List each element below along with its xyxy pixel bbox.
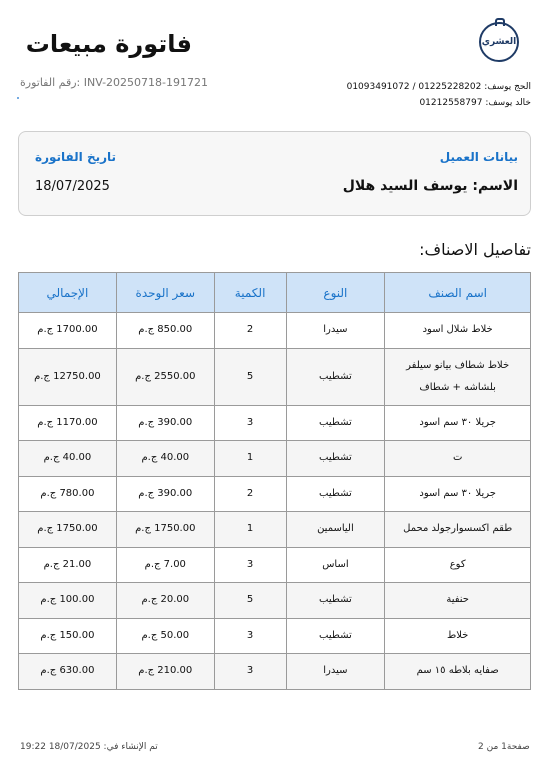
cell-unit-price: 7.00 ج.م — [116, 547, 214, 583]
table-row — [19, 547, 531, 583]
cell-type: اساس — [286, 547, 385, 583]
contact-line-1: الحج يوسف: 01225228202 / 01093491072 — [346, 82, 531, 92]
table-row — [19, 441, 531, 477]
invoice-date-heading: تاريخ الفاتورة — [35, 150, 117, 164]
cell-total: 40.00 ج.م — [19, 441, 117, 477]
cell-qty: 5 — [214, 583, 286, 619]
cell-total: 780.00 ج.م — [19, 476, 117, 512]
invoice-date-value: 18/07/2025 — [35, 179, 110, 194]
column-header-unit-price: سعر الوحدة — [116, 273, 214, 313]
cell-name: حنفية — [385, 583, 531, 619]
cell-name: خلاط — [385, 618, 531, 654]
faucet-icon — [495, 18, 505, 26]
cell-type: تشطيب — [286, 348, 385, 405]
cell-total: 150.00 ج.م — [19, 618, 117, 654]
table-row — [19, 348, 531, 405]
cell-total: 1750.00 ج.م — [19, 512, 117, 548]
items-section-title: تفاصيل الاصناف: — [419, 240, 531, 259]
cell-name: جريلا ٣٠ سم اسود — [385, 476, 531, 512]
cell-name: ت — [385, 441, 531, 477]
cell-unit-price: 850.00 ج.م — [116, 313, 214, 349]
cell-qty: 2 — [214, 476, 286, 512]
cell-total: 1700.00 ج.م — [19, 313, 117, 349]
table-row — [19, 583, 531, 619]
cell-name: خلاط شلال اسود — [385, 313, 531, 349]
decorative-dot — [17, 97, 19, 99]
customer-heading: بيانات العميل — [439, 150, 518, 164]
cell-qty: 3 — [214, 547, 286, 583]
customer-name: الاسم: يوسف السيد هلال — [342, 178, 518, 194]
cell-unit-price: 390.00 ج.م — [116, 405, 214, 441]
cell-type: سيدرا — [286, 654, 385, 690]
cell-type: تشطيب — [286, 441, 385, 477]
cell-qty: 1 — [214, 512, 286, 548]
column-header-type: النوع — [286, 273, 385, 313]
cell-name: جريلا ٣٠ سم اسود — [385, 405, 531, 441]
invoice-info-box — [18, 131, 531, 216]
table-row — [19, 476, 531, 512]
table-row — [19, 654, 531, 690]
items-table — [18, 272, 531, 690]
cell-name: خلاط شطاف بيانو سيلفر بلشاشه + شطاف — [385, 348, 531, 405]
cell-qty: 1 — [214, 441, 286, 477]
cell-type: سيدرا — [286, 313, 385, 349]
cell-type: تشطيب — [286, 583, 385, 619]
cell-total: 21.00 ج.م — [19, 547, 117, 583]
cell-qty: 2 — [214, 313, 286, 349]
table-row — [19, 618, 531, 654]
cell-qty: 3 — [214, 618, 286, 654]
cell-qty: 3 — [214, 654, 286, 690]
column-header-name: اسم الصنف — [385, 273, 531, 313]
cell-total: 630.00 ج.م — [19, 654, 117, 690]
cell-qty: 5 — [214, 348, 286, 405]
cell-type: تشطيب — [286, 476, 385, 512]
cell-unit-price: 390.00 ج.م — [116, 476, 214, 512]
table-row — [19, 512, 531, 548]
cell-total: 12750.00 ج.م — [19, 348, 117, 405]
column-header-qty: الكمية — [214, 273, 286, 313]
table-header-row — [19, 273, 531, 313]
cell-unit-price: 1750.00 ج.م — [116, 512, 214, 548]
cell-name: كوع — [385, 547, 531, 583]
cell-qty: 3 — [214, 405, 286, 441]
column-header-total: الإجمالي — [19, 273, 117, 313]
cell-type: تشطيب — [286, 405, 385, 441]
cell-type: الياسمين — [286, 512, 385, 548]
cell-name: صفايه بلاطه ١٥ سم — [385, 654, 531, 690]
cell-type: تشطيب — [286, 618, 385, 654]
table-row — [19, 313, 531, 349]
cell-unit-price: 2550.00 ج.م — [116, 348, 214, 405]
invoice-number: رقم الفاتورة: INV-20250718-191721 — [20, 76, 209, 89]
created-timestamp: تم الإنشاء في: 18/07/2025 19:22 — [20, 742, 158, 752]
logo-text: العشري — [481, 37, 517, 47]
invoice-title: فاتورة مبيعات — [25, 30, 192, 58]
table-row — [19, 405, 531, 441]
cell-unit-price: 40.00 ج.م — [116, 441, 214, 477]
cell-name: طقم اكسسوارجولد محمل — [385, 512, 531, 548]
cell-total: 100.00 ج.م — [19, 583, 117, 619]
cell-unit-price: 50.00 ج.م — [116, 618, 214, 654]
contact-line-2: خالد يوسف: 01212558797 — [419, 98, 531, 108]
company-logo — [479, 22, 519, 62]
page-number: صفحة1 من 2 — [478, 742, 530, 752]
cell-unit-price: 20.00 ج.م — [116, 583, 214, 619]
cell-unit-price: 210.00 ج.م — [116, 654, 214, 690]
cell-total: 1170.00 ج.م — [19, 405, 117, 441]
